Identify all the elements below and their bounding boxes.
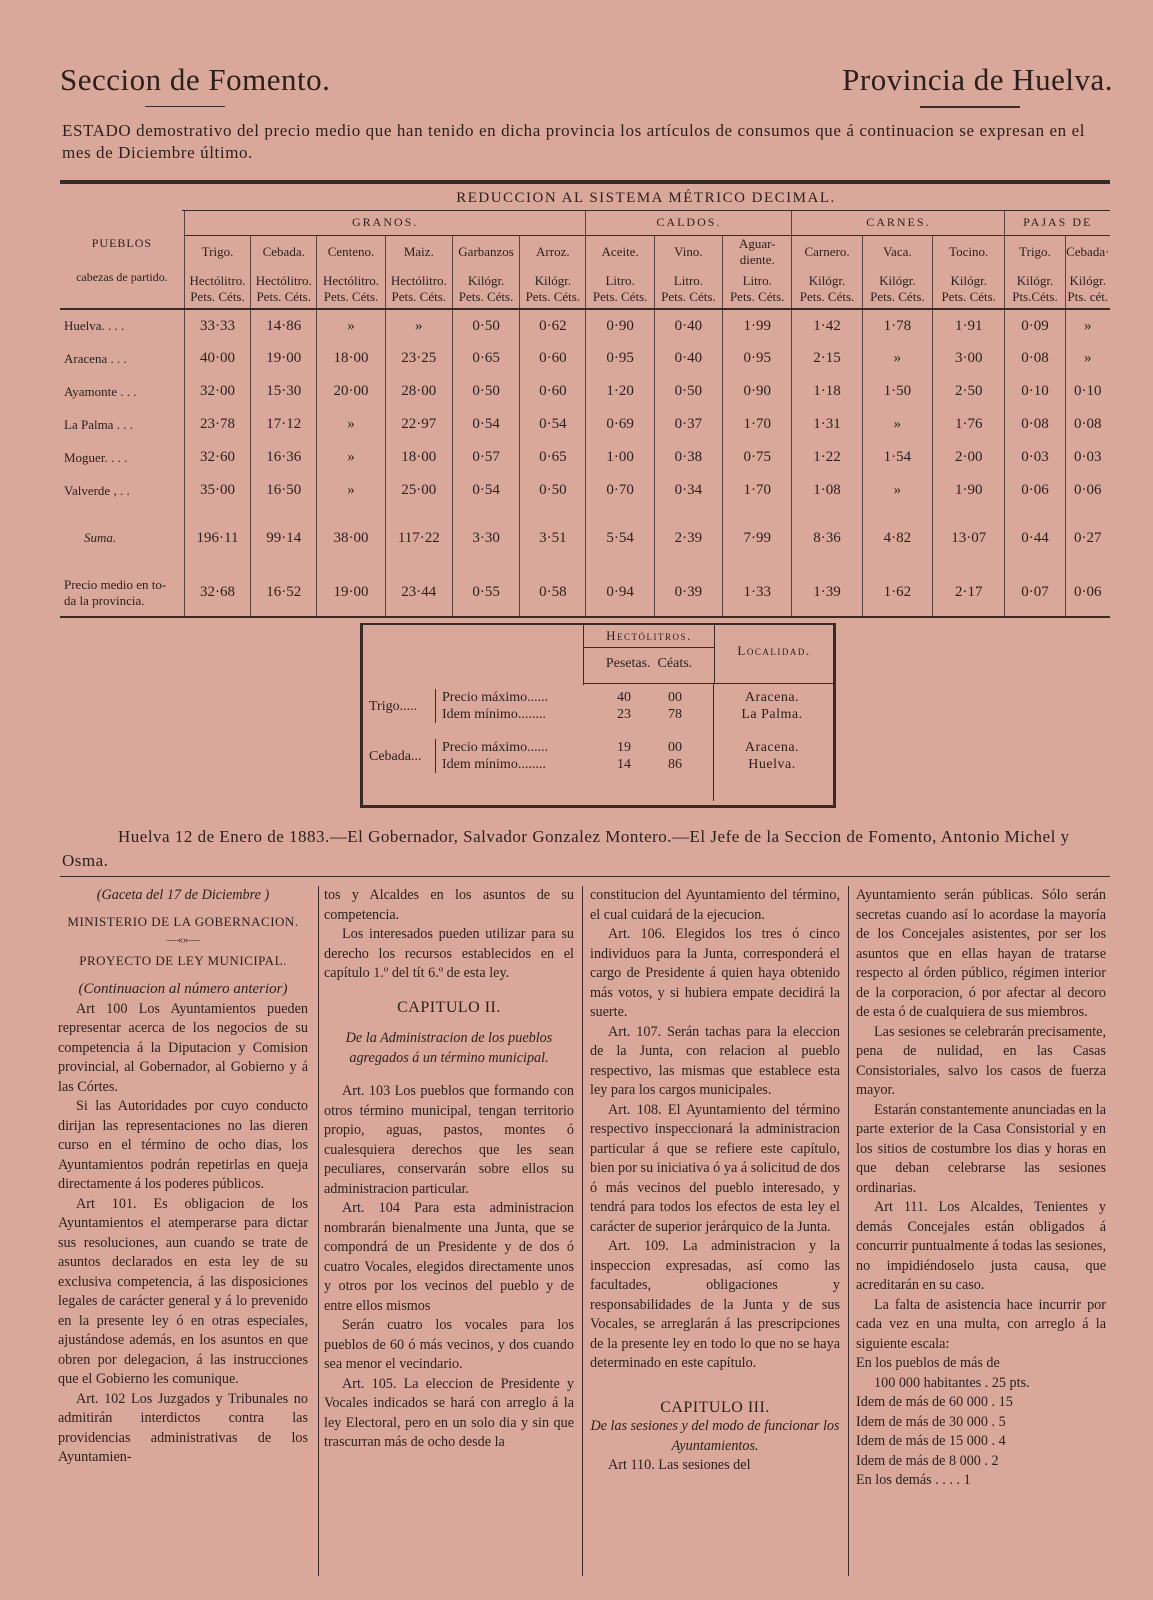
col-money: Pets. Céts.	[661, 288, 716, 304]
price-cell: 18·00	[317, 342, 385, 375]
capitulo-ii-title: De la Administracion de los pueblos agregados á un término municipal.	[345, 1030, 553, 1066]
pueblo-name	[60, 408, 184, 441]
col-name: Garbanzos	[452, 235, 519, 269]
art-110: Art 110. Las sesiones del	[608, 1457, 751, 1473]
section-title: Seccion de Fomento.	[60, 62, 331, 97]
pesetas-value: 40	[617, 690, 631, 705]
art-100: Art 100 Los Ayuntamientos pueden representar acerca de los negocios de su competencia á la Diputacion y Comision provincial, al Gobernador, al Gobierno y á las Córtes.	[58, 1000, 308, 1095]
art-107: Art. 107. Serán tachas para la eleccion de la Junta, con relacion al pueblo respectivo, las mismas que establece esta ley para los cargos municipales.	[590, 1023, 840, 1098]
col-money: Pets. Céts.	[256, 288, 311, 304]
price-cell: 1·70	[723, 474, 792, 507]
price-cell: 1·31	[792, 408, 862, 441]
price-cell: 0·65	[520, 441, 586, 474]
price-cell: 0·55	[452, 569, 519, 617]
pueblo-name	[60, 569, 184, 617]
col-money: Pets. Céts.	[190, 288, 245, 304]
province-title: Provincia de Huelva.	[842, 62, 1113, 97]
price-cell: 0·40	[654, 309, 722, 342]
price-cell: 33·33	[184, 309, 250, 342]
price-cell: 19·00	[317, 569, 385, 617]
col-money: Pets. Céts.	[592, 288, 648, 304]
price-cell: 3·51	[520, 507, 586, 569]
price-cell: 8·36	[792, 507, 862, 569]
pueblo-label: Huelva. . . .	[64, 318, 125, 333]
price-cell: 0·95	[723, 342, 792, 375]
price-cell: 2·39	[654, 507, 722, 569]
minmax-group-name: Trigo.....	[369, 699, 418, 714]
price-cell: 32·60	[184, 441, 250, 474]
scale-item: En los demás . . . . 1	[856, 1472, 971, 1488]
estado-paragraph: ESTADO demostrativo del precio medio que han tenido en dicha provincia los artículos de consumos que á continuacion se expresan en el mes de Diciembre último.	[62, 121, 1086, 162]
price-cell: 0·38	[654, 441, 722, 474]
col-name: Vino.	[654, 235, 722, 269]
minmax-cents	[664, 689, 686, 723]
col-unit: Hectólitro.	[323, 272, 379, 288]
price-cell: 0·58	[520, 569, 586, 617]
price-cell: 0·50	[654, 375, 722, 408]
table-row	[60, 375, 1110, 408]
pueblo-label: Valverde , . .	[64, 482, 130, 498]
col-unit: Kilógr.	[1069, 272, 1107, 288]
art-110-c: Estarán constantemente anunciadas en la parte exterior de la Casa Consistorial y en los sitios de costumbre los dias y horas en que deban celebrarse las sesiones ordinarias.	[856, 1101, 1106, 1196]
minmax-labels	[435, 689, 548, 723]
col-unit: Hectólitro.	[255, 272, 312, 288]
price-cell: »	[862, 474, 932, 507]
price-cell: »	[317, 309, 385, 342]
cents-value: 86	[668, 757, 682, 772]
idem-minimo-label: Idem mínimo........	[442, 757, 546, 772]
col-unit: Kilógr.	[808, 272, 846, 288]
footer-rule	[60, 876, 1110, 877]
art-101: Art 101. Es obligacion de los Ayuntamientos el atemperarse para dictar sus resoluciones, aun cuando se trate de asuntos declarados en esta ley de su exclusiva competencia, á las disposiciones legales de carácter general y á lo prevenido en la presente ley ó en otras especiales, ajustándose además, en los asuntos en que obren por delegacion, á las instrucciones que el Gobierno les comunique.	[58, 1195, 308, 1387]
art-108: Art. 108. El Ayuntamiento del término respectivo inspeccionará la administracion particular á que se refiere este capítulo, bien por su iniciativa ó ya á solicitud de dos ó más vecinos del pueblo interesado, y tendrá para todos los efectos de esta ley el carácter de superior jerárquico de la Junta.	[590, 1101, 840, 1235]
price-cell: 196·11	[184, 507, 250, 569]
col-unit: Litro.	[605, 272, 635, 288]
col-money: Pets. Céts.	[870, 288, 925, 304]
continuacion-note: (Continuacion al número anterior)	[78, 981, 288, 997]
signature-line: Huelva 12 de Enero de 1883.—El Gobernador, Salvador Gonzalez Montero.—El Jefe de la Seccion de Fomento, Antonio Michel y Osma.	[62, 827, 1070, 870]
price-cell: 3·30	[452, 507, 519, 569]
column-divider	[848, 886, 849, 1576]
col-name: Cebada·	[1065, 235, 1110, 269]
col-money: Pets. Céts.	[941, 288, 996, 304]
price-cell: 1·91	[933, 309, 1005, 342]
price-cell: 0·70	[586, 474, 654, 507]
gaceta-date: (Gaceta del 17 de Diciembre )	[96, 887, 270, 903]
col-name: Carnero.	[792, 235, 862, 269]
price-table	[60, 211, 1110, 618]
column-divider	[582, 886, 583, 1576]
price-cell: 23·78	[184, 408, 250, 441]
price-cell: 35·00	[184, 474, 250, 507]
price-cell: 0·27	[1065, 507, 1110, 569]
cents-value: 00	[668, 740, 682, 755]
price-cell: 16·50	[251, 474, 317, 507]
minmax-header	[583, 625, 834, 685]
price-cell: 1·50	[862, 375, 932, 408]
col-name: Tocino.	[933, 235, 1005, 269]
col-unit: Kilógr.	[467, 272, 505, 288]
price-cell: 0·06	[1005, 474, 1065, 507]
pueblo-name	[60, 375, 184, 408]
capitulo-iii-title: De las sesiones y del modo de funcionar los Ayuntamientos.	[590, 1418, 840, 1454]
table-row	[60, 507, 1110, 569]
precio-maximo-label: Precio máximo......	[442, 740, 549, 755]
price-cell: 4·82	[862, 507, 932, 569]
pesetas-cents-header	[584, 649, 714, 679]
art-106: Art. 106. Elegidos los tres ó cinco individuos para la Junta, corresponderá el cargo de Presidente á quien haya obtenido más votos, y si hubiera empate decidirá la suerte.	[590, 926, 840, 1020]
price-cell: 0·54	[452, 408, 519, 441]
price-cell: 28·00	[385, 375, 452, 408]
text-column-4	[856, 886, 1106, 1491]
pesetas-header: Pesetas.	[605, 656, 651, 671]
minmax-box	[360, 623, 836, 808]
price-cell: 0·90	[586, 309, 654, 342]
table-top-rule	[60, 180, 1110, 184]
price-cell: 0·03	[1065, 441, 1110, 474]
price-cell: 17·12	[251, 408, 317, 441]
price-cell: 0·08	[1005, 408, 1065, 441]
cabezas-label: cabezas de partido.	[76, 269, 168, 284]
table-body	[60, 309, 1110, 617]
localidad-value: Aracena.	[744, 690, 800, 705]
price-cell: 1·90	[933, 474, 1005, 507]
price-cell: 0·60	[520, 375, 586, 408]
pueblo-name	[60, 441, 184, 474]
art-103: Art. 103 Los pueblos que formando con otros término municipal, tengan territorio propio, aguas, pastos, montes ó cualesquiera derechos que les sean peculiares, conservarán sobre ellos su administracion particular.	[324, 1083, 574, 1197]
col-unit: Kilógr.	[950, 272, 987, 288]
price-cell: 1·18	[792, 375, 862, 408]
price-cell: »	[317, 441, 385, 474]
price-cell: 22·97	[385, 408, 452, 441]
pueblo-label: Ayamonte . . .	[64, 383, 137, 399]
price-cell: 0·06	[1065, 474, 1110, 507]
scale-item: Idem de más de 8 000 . 2	[856, 1452, 999, 1469]
col-unit: Kilógr.	[1016, 272, 1054, 288]
price-cell: 1·78	[862, 309, 932, 342]
scale-item: Idem de más de 60 000 . 15	[856, 1394, 1013, 1410]
art-111: Art 111. Los Alcaldes, Tenientes y demás Concejales están obligados á concurrir puntualmente á todas las sesiones, no impidiéndoselo justa causa, que acreditarán en su caso.	[856, 1199, 1106, 1293]
pueblo-name	[60, 342, 184, 375]
price-cell: 0·65	[452, 342, 519, 375]
text-column-2	[324, 886, 574, 1453]
table-row	[60, 441, 1110, 474]
minmax-localidad-line	[713, 683, 714, 801]
pueblo-label: Moguer. . . .	[64, 449, 128, 465]
pueblo-label: La Palma . . .	[64, 416, 133, 432]
price-cell: 3·00	[933, 342, 1005, 375]
price-cell: 1·08	[792, 474, 862, 507]
ministerio-heading: MINISTERIO DE LA GOBERNACION.	[67, 913, 299, 929]
table-row	[60, 569, 1110, 617]
col-money: Pts. cét.	[1067, 288, 1109, 304]
table-row	[60, 408, 1110, 441]
column-names-row	[60, 235, 1110, 269]
price-cell: 0·50	[520, 474, 586, 507]
price-cell: 32·00	[184, 375, 250, 408]
text-column-3	[590, 886, 840, 1476]
col-name: Vaca.	[862, 235, 932, 269]
col-name: Maiz.	[385, 235, 452, 269]
pueblos-label: PUEBLOS	[91, 235, 153, 250]
art-111-c: En los pueblos de más de	[856, 1355, 1000, 1371]
price-cell: 1·00	[586, 441, 654, 474]
price-cell: »	[862, 408, 932, 441]
price-cell: 5·54	[586, 507, 654, 569]
price-cell: 0·39	[654, 569, 722, 617]
price-cell: 2·17	[933, 569, 1005, 617]
cents-value: 78	[668, 707, 682, 722]
col-unit: Hectólitro.	[390, 272, 447, 288]
col-unit: Litro.	[742, 272, 772, 288]
pueblo-name	[60, 474, 184, 507]
minmax-pesetas	[613, 739, 635, 773]
price-cell: 2·50	[933, 375, 1005, 408]
col-unit: Kilógr.	[534, 272, 572, 288]
table-row	[60, 342, 1110, 375]
price-cell: 0·03	[1005, 441, 1065, 474]
price-cell: 0·08	[1065, 408, 1110, 441]
localidad-header: Localidad.	[714, 625, 833, 683]
price-cell: 0·50	[452, 375, 519, 408]
pueblo-name	[60, 309, 184, 342]
pesetas-value: 19	[617, 740, 631, 755]
price-cell: 117·22	[385, 507, 452, 569]
col-money: Pets. Céts.	[525, 288, 581, 304]
price-cell: 0·62	[520, 309, 586, 342]
price-cell: 0·37	[654, 408, 722, 441]
col-money: Pts.Céts.	[1012, 288, 1058, 304]
price-cell: 1·33	[723, 569, 792, 617]
col-unit: Kilógr.	[879, 272, 916, 288]
art-104-b: Serán cuatro los vocales para los pueblos de 60 ó más vecinos, y dos cuando sea menor el vecindario.	[324, 1317, 574, 1372]
col-money: Pets. Céts.	[323, 288, 379, 304]
price-cell: 0·69	[586, 408, 654, 441]
pueblo-label: Aracena . . .	[64, 350, 127, 366]
art-110-cont: Ayuntamiento serán públicas. Sólo serán secretas cuando así lo acordase la mayoría de los Concejales asistentes, por ser los asuntos que en ellas hayan de tratarse respecto al órden público, régimen interior de la corporacion, ó por afectar al decoro de esta ó de cualquiera de sus miembros.	[856, 887, 1106, 1020]
price-cell: 19·00	[251, 342, 317, 375]
price-cell: 23·44	[385, 569, 452, 617]
localidad-value: Aracena.	[744, 740, 800, 755]
price-cell: 0·75	[723, 441, 792, 474]
precio-maximo-label: Precio máximo......	[442, 690, 549, 705]
price-cell: 32·68	[184, 569, 250, 617]
price-cell: 0·10	[1005, 375, 1065, 408]
price-cell: 0·60	[520, 342, 586, 375]
minmax-labels	[435, 739, 548, 773]
price-cell: 0·94	[586, 569, 654, 617]
art-100-b: Si las Autoridades por cuyo conducto dirijan las representaciones no las dieren curso en el término de ocho dias, los Ayuntamientos podrán repetirlas en queja directamente á los poderes públicos.	[58, 1098, 308, 1192]
art-104: Art. 104 Para esta administracion nombrarán bienalmente una Junta, que se compondrá de un Presidente y de dos ó cuatro Vocales, elegidos directamente unos y otros por los vecinos del pueblo y de entre ellos mismos	[324, 1200, 574, 1314]
art-111-b: La falta de asistencia hace incurrir por cada vez en una multa, con arreglo á la siguiente escala:	[856, 1296, 1106, 1352]
pueblo-name	[60, 507, 184, 569]
col-name: Trigo.	[184, 235, 250, 269]
art-110-b: Las sesiones se celebrarán precisamente, pena de nulidad, en las Casas Consistoriales, salvo los casos de fuerza mayor.	[856, 1023, 1106, 1098]
table-row	[60, 474, 1110, 507]
pueblo-label: da la provincia.	[64, 592, 145, 608]
minmax-localidad	[717, 739, 827, 773]
col-name: Aguar-diente.	[723, 235, 792, 269]
cents-header: Céats.	[657, 656, 693, 671]
price-cell: 0·34	[654, 474, 722, 507]
art-109: Art. 109. La administracion y la inspeccion expresadas, así como las facultades, obligaciones y responsabilidades de la Junta y de sus Vocales, se arreglarán á las prescripciones de la presente ley en todo lo que no se haya determinado en este capítulo.	[590, 1238, 840, 1371]
price-cell: 0·07	[1005, 569, 1065, 617]
price-cell: 0·44	[1005, 507, 1065, 569]
price-cell: 1·22	[792, 441, 862, 474]
price-cell: 99·14	[251, 507, 317, 569]
column-units-row	[60, 269, 1110, 309]
pueblo-label: Suma.	[84, 530, 117, 545]
price-cell: 7·99	[723, 507, 792, 569]
price-cell: 18·00	[385, 441, 452, 474]
price-cell: 40·00	[184, 342, 250, 375]
cents-value: 00	[668, 690, 682, 705]
price-cell: 0·50	[452, 309, 519, 342]
minmax-header-rule	[583, 683, 833, 684]
text-column-1	[58, 886, 308, 1468]
capitulo-iii: CAPITULO III.	[660, 1398, 770, 1416]
col-money: Pets. Céts.	[799, 288, 855, 304]
price-cell: 0·57	[452, 441, 519, 474]
header-ornament-right	[920, 106, 1020, 108]
price-cell: 1·42	[792, 309, 862, 342]
price-cell: 0·54	[520, 408, 586, 441]
separator: —«»—	[166, 934, 200, 946]
col-unit: Litro.	[673, 272, 704, 288]
fine-scale	[856, 1374, 1106, 1491]
hectolitros-header: Hectólitros.	[584, 625, 714, 648]
col-money: Pets. Céts.	[391, 288, 447, 304]
price-cell: 1·54	[862, 441, 932, 474]
price-cell: 0·95	[586, 342, 654, 375]
group-caldos: CALDOS.	[586, 211, 792, 235]
minmax-group-name: Cebada...	[369, 749, 422, 764]
group-granos: GRANOS.	[184, 211, 586, 235]
idem-minimo-label: Idem mínimo........	[442, 707, 546, 722]
price-cell: 1·62	[862, 569, 932, 617]
header-ornament-left	[145, 106, 225, 107]
pesetas-value: 14	[617, 757, 631, 772]
table-row	[60, 309, 1110, 342]
price-cell: 14·86	[251, 309, 317, 342]
col-name: Aceite.	[586, 235, 654, 269]
minmax-cents	[664, 739, 686, 773]
price-cell: 0·40	[654, 342, 722, 375]
scale-item: Idem de más de 15 000 . 4	[856, 1433, 1006, 1449]
pueblos-header	[60, 211, 184, 309]
price-cell: 16·36	[251, 441, 317, 474]
price-cell: 0·08	[1005, 342, 1065, 375]
price-cell: 15·30	[251, 375, 317, 408]
price-cell: 20·00	[317, 375, 385, 408]
price-cell: »	[1065, 342, 1110, 375]
col-unit: Hectólitro.	[189, 272, 246, 288]
price-cell: »	[385, 309, 452, 342]
price-cell: 0·54	[452, 474, 519, 507]
col-money: Pets. Céts.	[729, 288, 785, 304]
art-105-cont: constitucion del Ayuntamiento del término, el cual cuidará de la ejecucion.	[590, 887, 840, 923]
price-cell: »	[1065, 309, 1110, 342]
minmax-localidad	[717, 689, 827, 723]
column-divider	[318, 886, 319, 1576]
localidad-value: Huelva.	[748, 757, 796, 772]
art-105: Art. 105. La eleccion de Presidente y Vocales indicados se hará con arreglo á la ley Electoral, pero en un solo dia y sin que trascurran más de ocho desde la	[324, 1375, 574, 1450]
price-cell: 0·09	[1005, 309, 1065, 342]
pueblo-label: Precio medio en to-	[64, 576, 167, 592]
scale-item: 100 000 habitantes . 25 pts.	[874, 1374, 1030, 1391]
group-carnes: CARNES.	[792, 211, 1005, 235]
group-pajas: PAJAS DE	[1005, 211, 1110, 235]
scale-item: Idem de más de 30 000 . 5	[856, 1413, 1006, 1430]
price-cell: 13·07	[933, 507, 1005, 569]
proyecto-heading: PROYECTO DE LEY MUNICIPAL.	[79, 952, 287, 968]
col-name: Centeno.	[317, 235, 385, 269]
price-cell: 38·00	[317, 507, 385, 569]
localidad-value: La Palma.	[741, 707, 803, 722]
price-cell: »	[317, 474, 385, 507]
art-102-b: Los interesados pueden utilizar para su derecho los recursos establecidos en el capítulo 1.º del tít 6.º de esta ley.	[324, 926, 574, 981]
col-name: Trigo.	[1005, 235, 1065, 269]
price-cell: 1·76	[933, 408, 1005, 441]
price-cell: 1·39	[792, 569, 862, 617]
pesetas-value: 23	[617, 707, 631, 722]
price-cell: 0·06	[1065, 569, 1110, 617]
minmax-pesetas	[613, 689, 635, 723]
price-cell: 1·70	[723, 408, 792, 441]
price-cell: 1·20	[586, 375, 654, 408]
art-102: Art. 102 Los Juzgados y Tribunales no admitirán interdictos contra las providencias administrativas de los Ayuntamien-	[58, 1390, 308, 1465]
art-102-cont: tos y Alcaldes en los asuntos de su competencia.	[324, 887, 574, 923]
price-cell: 2·00	[933, 441, 1005, 474]
capitulo-ii: CAPITULO II.	[397, 998, 501, 1016]
price-cell: 23·25	[385, 342, 452, 375]
price-table-wrapper	[60, 186, 1110, 618]
col-money: Pets. Céts.	[458, 288, 514, 304]
price-cell: »	[317, 408, 385, 441]
table-title: REDUCCION AL SISTEMA MÉTRICO DECIMAL.	[182, 186, 1110, 211]
price-cell: 16·52	[251, 569, 317, 617]
price-cell: 0·10	[1065, 375, 1110, 408]
price-cell: 1·99	[723, 309, 792, 342]
price-cell: »	[862, 342, 932, 375]
col-name: Arroz.	[520, 235, 586, 269]
price-cell: 25·00	[385, 474, 452, 507]
price-cell: 2·15	[792, 342, 862, 375]
col-name: Cebada.	[251, 235, 317, 269]
price-cell: 0·90	[723, 375, 792, 408]
